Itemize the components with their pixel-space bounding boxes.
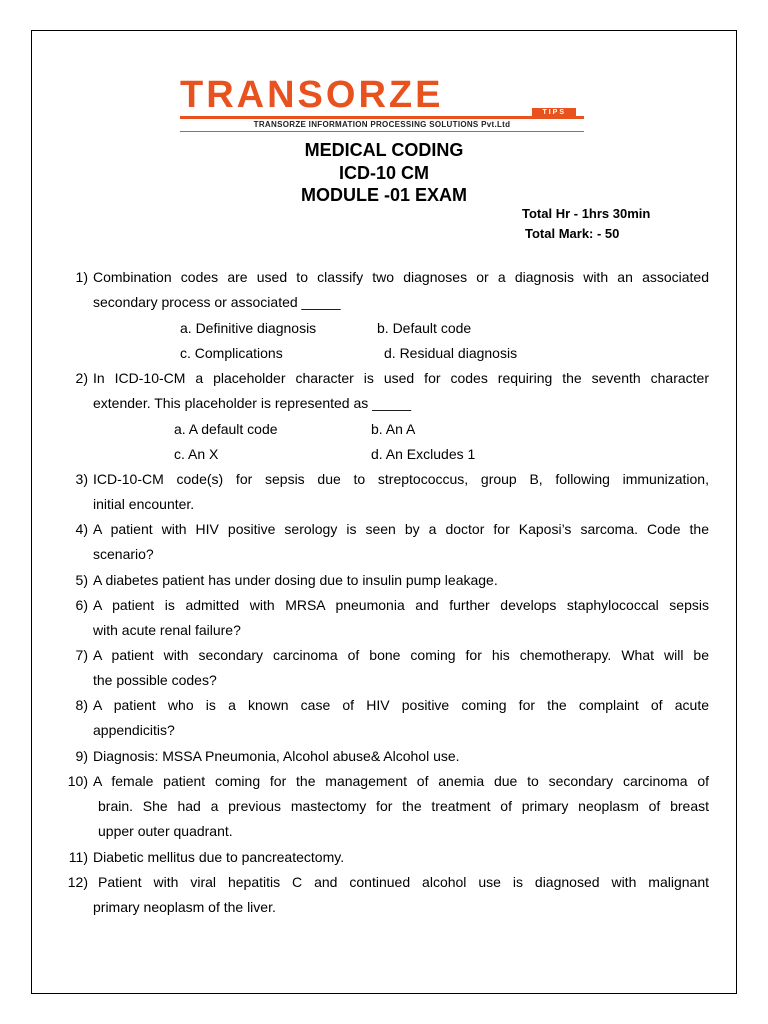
logo-rule: [180, 116, 584, 119]
total-marks: Total Mark: - 50: [525, 226, 620, 241]
question-text: with acute renal failure?: [93, 622, 241, 638]
total-hours: Total Hr - 1hrs 30min: [522, 206, 651, 221]
question-text: brain. She had a previous mastectomy for the treatment of primary neoplasm of breast: [98, 798, 709, 814]
question-number: 3): [75, 471, 88, 487]
question-text: appendicitis?: [93, 722, 175, 738]
answer-option: c. Complications: [180, 345, 283, 361]
question-text: primary neoplasm of the liver.: [93, 899, 276, 915]
logo-tag: TIPS: [532, 108, 576, 117]
question-text: the possible codes?: [93, 672, 217, 688]
answer-option: c. An X: [174, 446, 219, 462]
answer-option: d. Residual diagnosis: [384, 345, 518, 361]
answer-option: d. An Excludes 1: [371, 446, 476, 462]
question-text: A patient with HIV positive serology is seen by a doctor for Kaposi’s sarcoma. Code the: [93, 521, 709, 537]
logo-rule-bottom: [180, 131, 584, 132]
question-text: In ICD-10-CM a placeholder character is used for codes requiring the seventh character: [93, 370, 709, 386]
question-number: 6): [75, 597, 88, 613]
question-text: Combination codes are used to classify two diagnoses or a diagnosis with an associated: [93, 269, 709, 285]
question-number: 2): [75, 370, 88, 386]
title-line-2: ICD-10 CM: [338, 163, 429, 183]
answer-option: b. An A: [371, 421, 416, 437]
answer-option: b. Default code: [377, 320, 472, 336]
question-text: initial encounter.: [93, 496, 195, 512]
question-number: 1): [75, 269, 88, 285]
question-number: 11): [68, 849, 88, 865]
question-number: 7): [75, 647, 88, 663]
title-line-3: MODULE -01 EXAM: [300, 185, 468, 205]
company-logo: [180, 76, 584, 136]
question-number: 8): [75, 697, 88, 713]
question-text: upper outer quadrant.: [98, 823, 233, 839]
answer-option: a. A default code: [174, 421, 278, 437]
question-text: extender. This placeholder is represented as _____: [93, 395, 412, 411]
question-text: scenario?: [93, 546, 154, 562]
question-number: 5): [75, 572, 88, 588]
question-text: Diagnosis: MSSA Pneumonia, Alcohol abuse& Alcohol use.: [93, 748, 460, 764]
question-text: secondary process or associated _____: [93, 294, 341, 310]
question-text: A female patient coming for the management of anemia due to secondary carcinoma of: [93, 773, 709, 789]
question-number: 12): [67, 874, 88, 890]
question-text: A patient with secondary carcinoma of bone coming for his chemotherapy. What will be: [93, 647, 709, 663]
logo-subtitle: TRANSORZE INFORMATION PROCESSING SOLUTIONS Pvt.Ltd: [253, 120, 511, 129]
question-text: Patient with viral hepatitis C and continued alcohol use is diagnosed with malignant: [98, 874, 709, 890]
question-text: Diabetic mellitus due to pancreatectomy.: [93, 849, 345, 865]
answer-option: a. Definitive diagnosis: [180, 320, 317, 336]
question-number: 4): [75, 521, 88, 537]
question-text: A patient is admitted with MRSA pneumonia and further develops staphylococcal sepsis: [93, 597, 709, 613]
question-number: 10): [67, 773, 88, 789]
question-text: A diabetes patient has under dosing due to insulin pump leakage.: [93, 572, 498, 588]
question-text: ICD-10-CM code(s) for sepsis due to streptococcus, group B, following immunization,: [93, 471, 709, 487]
logo-name: TRANSORZE: [180, 74, 444, 116]
question-number: 9): [75, 748, 88, 764]
question-text: A patient who is a known case of HIV positive coming for the complaint of acute: [93, 697, 709, 713]
title-line-1: MEDICAL CODING: [304, 140, 464, 160]
